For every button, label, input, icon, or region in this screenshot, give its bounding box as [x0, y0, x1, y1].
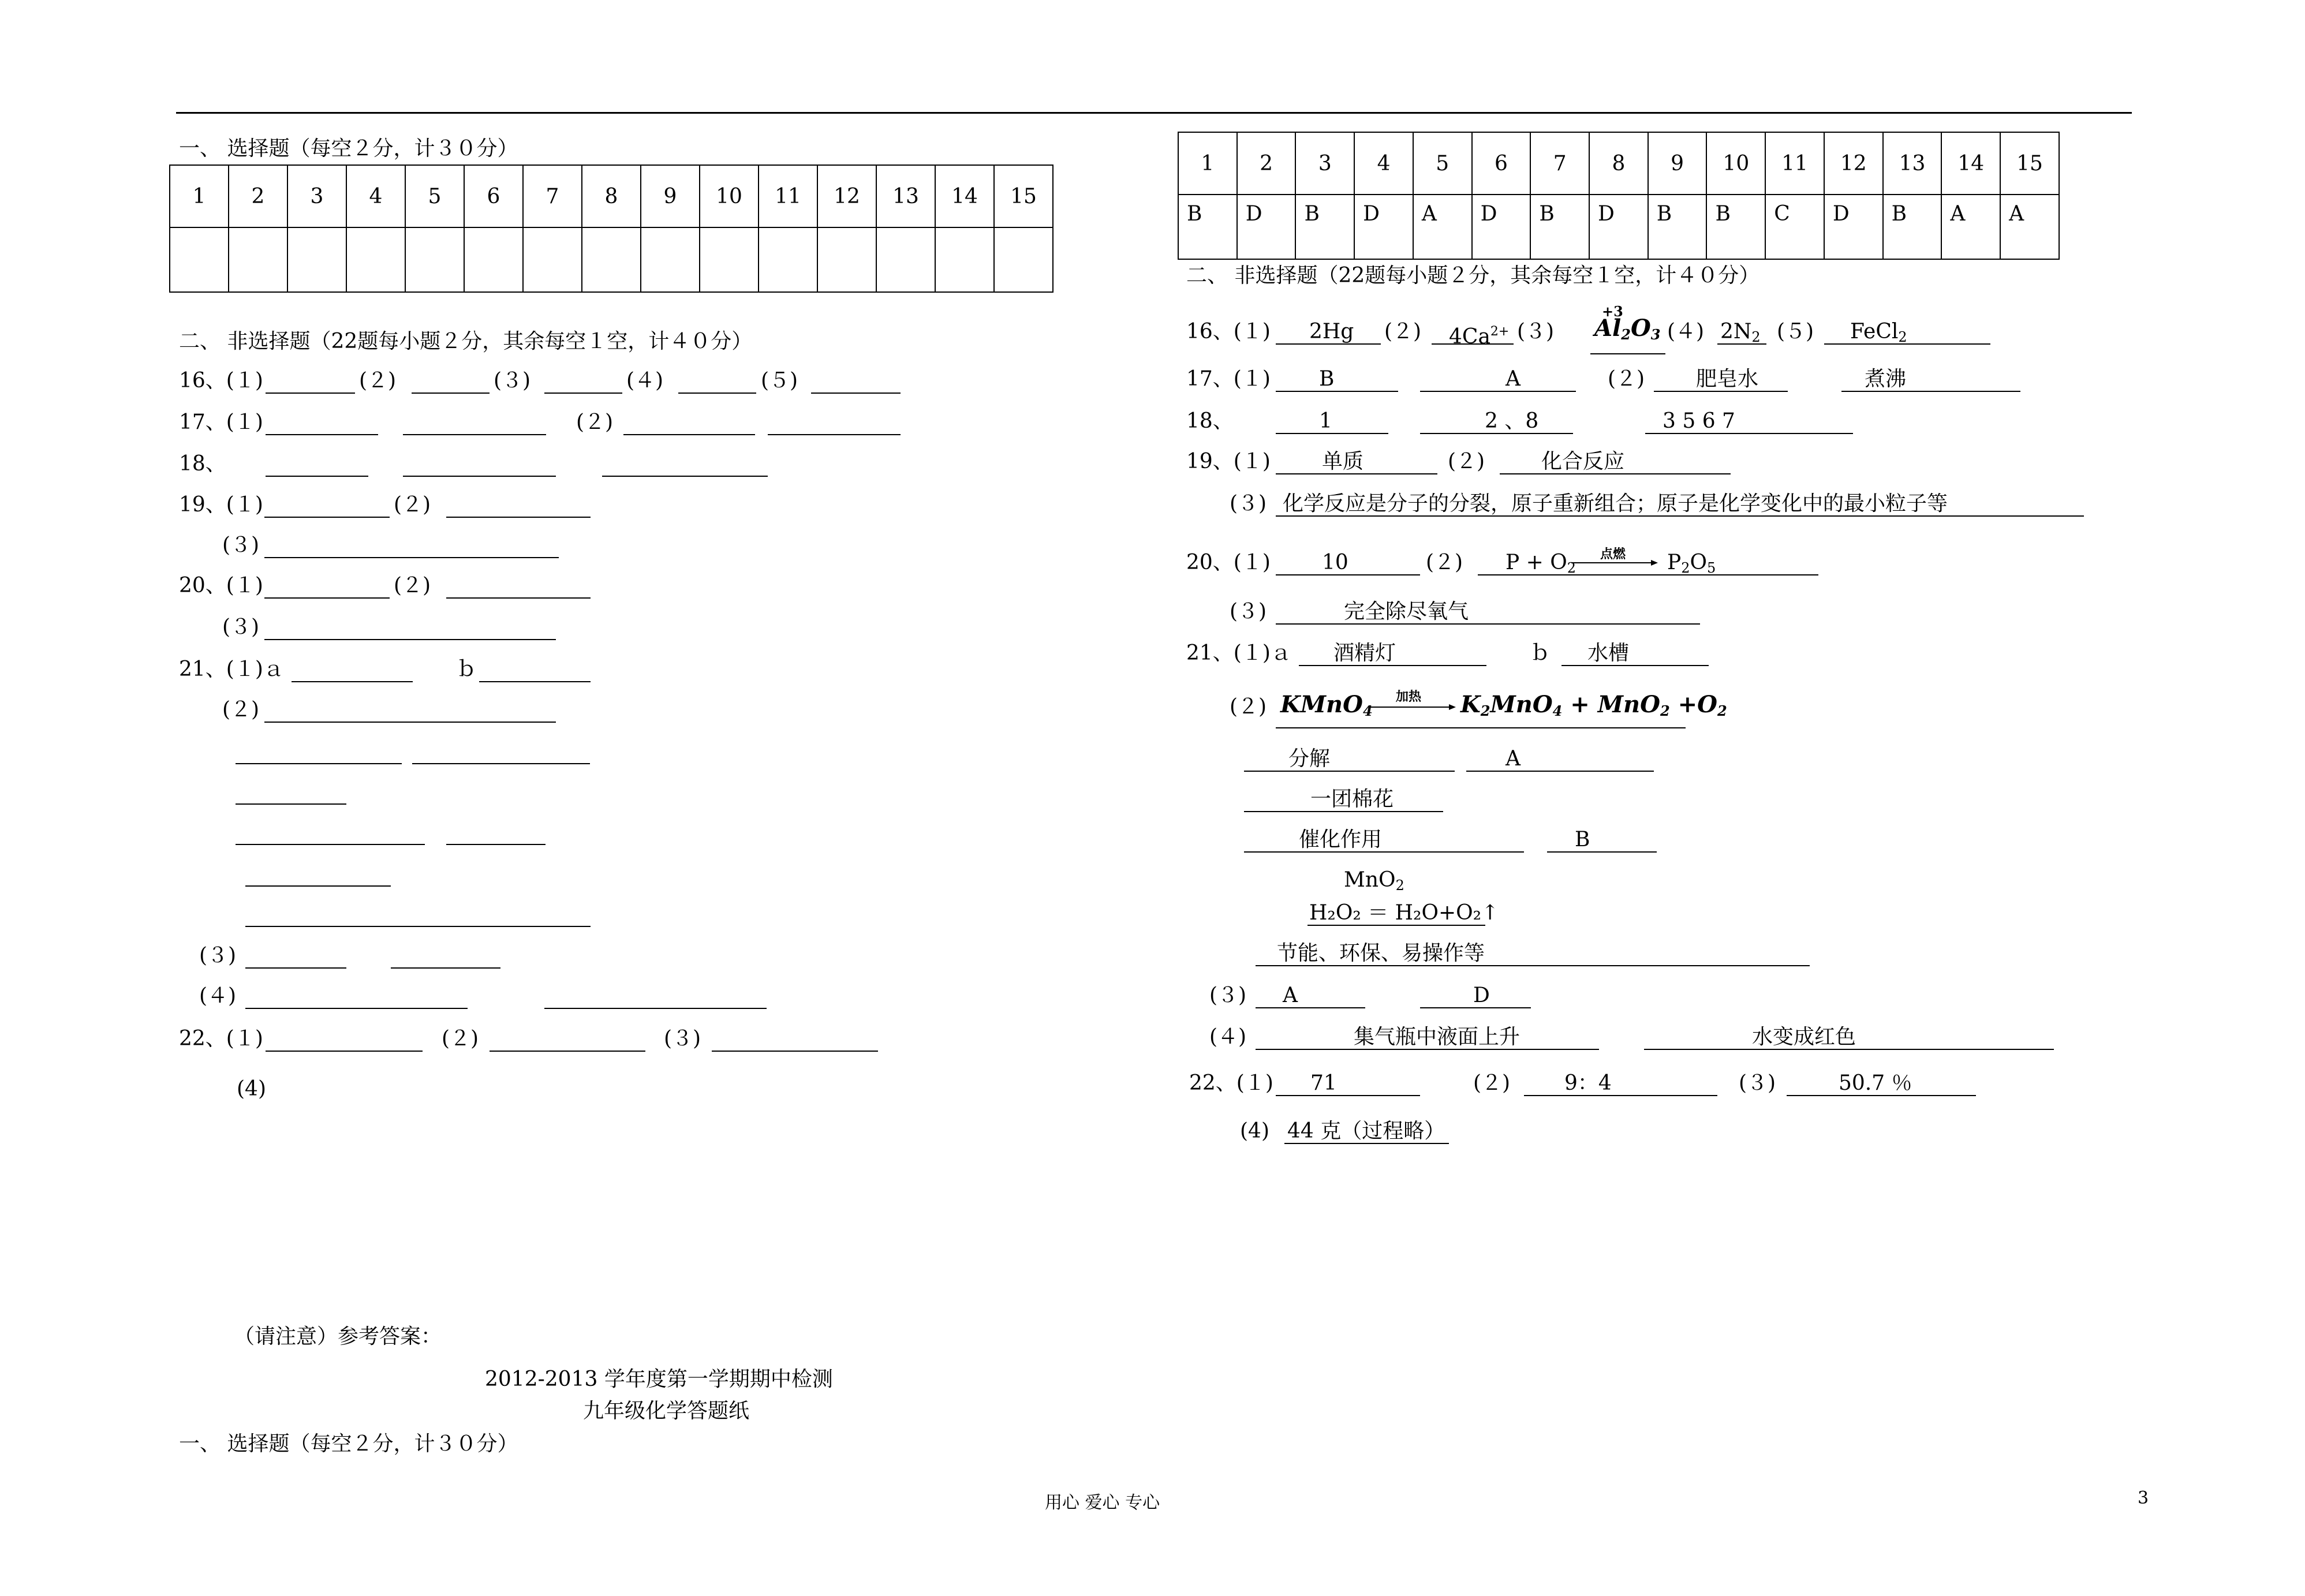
right-q20-label-3: (３) — [1230, 600, 1267, 623]
left-table-answer-11[interactable] — [759, 227, 817, 292]
right-q21-mno2: MnO$_2$ — [1344, 868, 1404, 894]
right-q20-label: 20、(１) — [1186, 551, 1271, 574]
right-q21-ans-B: B — [1575, 828, 1590, 851]
right-q21-line-3b — [1420, 1007, 1531, 1008]
left-table-header-13: 13 — [876, 165, 935, 227]
right-table-answer-13: B — [1883, 195, 1942, 259]
left-table-header-3: 3 — [287, 165, 346, 227]
left-table-header-1: 1 — [170, 165, 229, 227]
left-q20-blank-1[interactable] — [264, 597, 390, 599]
right-table-header-15: 15 — [2000, 132, 2059, 195]
right-q21-line-fenjie — [1244, 771, 1455, 772]
left-q21-label-3: (３) — [199, 944, 237, 967]
right-q21-line-mianhua — [1244, 811, 1443, 812]
right-q16-ans-5: FeCl$_2$ — [1850, 320, 1907, 345]
left-q22-label-1: 22、(１) — [179, 1027, 263, 1051]
right-q21-eq-line — [1276, 727, 1686, 728]
left-q21-label-a: 21、(１)ａ — [179, 657, 284, 681]
left-table-answer-6[interactable] — [464, 227, 523, 292]
left-q21-blank-4a[interactable] — [245, 1008, 468, 1009]
page-number: 3 — [2138, 1488, 2149, 1508]
right-q16-line-1 — [1276, 343, 1381, 345]
right-q21-ans-3a: A — [1283, 984, 1298, 1007]
left-table-header-15: 15 — [994, 165, 1053, 227]
left-q20-blank-3[interactable] — [264, 639, 556, 640]
left-table-header-2: 2 — [229, 165, 287, 227]
left-q19-blank-3[interactable] — [264, 557, 559, 558]
right-table-answer-5: A — [1413, 195, 1472, 259]
left-section2-title: 二、 非选择题（22题每小题２分，其余每空１空，计４０分） — [179, 330, 753, 353]
right-q19-line-1 — [1276, 473, 1437, 474]
left-table-answer-14[interactable] — [935, 227, 994, 292]
left-q21-blank-4b[interactable] — [544, 1008, 767, 1009]
left-table-answer-3[interactable] — [287, 227, 346, 292]
left-q19-blank-1[interactable] — [264, 517, 390, 518]
exam-title-2: 九年级化学答题纸 — [583, 1399, 750, 1423]
left-q19-label-3: (３) — [222, 533, 260, 557]
right-q22-ans-1: 71 — [1310, 1071, 1337, 1095]
right-q20-ans-1: 10 — [1322, 551, 1348, 574]
right-q22-line-4 — [1284, 1143, 1449, 1144]
left-section1-title: 一、 选择题（每空２分，计３０分） — [179, 137, 518, 160]
left-q21-label-4: (４) — [199, 984, 237, 1008]
right-q21-ans-b: 水槽 — [1587, 641, 1630, 665]
left-q16-blank-5[interactable] — [811, 393, 901, 394]
right-table-answer-4: D — [1354, 195, 1413, 259]
right-q21-line-B — [1547, 851, 1657, 853]
right-q16-label-4: (４) — [1667, 320, 1705, 343]
left-table-answer-2[interactable] — [229, 227, 287, 292]
right-q19-line-3 — [1276, 515, 2084, 517]
right-q20-ans-3: 完全除尽氧气 — [1344, 600, 1469, 623]
right-q18-line-1 — [1276, 433, 1388, 434]
right-q21-line-cuihua — [1244, 851, 1524, 853]
right-q18-line-2 — [1420, 433, 1573, 434]
right-q21-ans-fenjie: 分解 — [1288, 747, 1331, 771]
right-q19-label-2: (２) — [1448, 450, 1485, 473]
left-q21-blank-a[interactable] — [292, 681, 413, 682]
footer-motto: 用心 爱心 专心 — [1045, 1493, 1160, 1513]
left-table-answer-12[interactable] — [817, 227, 876, 292]
right-q20-line-2 — [1478, 574, 1818, 575]
right-q22-label-2: (２) — [1473, 1071, 1511, 1095]
left-q16-blank-4[interactable] — [678, 393, 756, 394]
right-table-header-3: 3 — [1295, 132, 1354, 195]
left-q21-label-2: (２) — [222, 698, 260, 722]
left-table-answer-15[interactable] — [994, 227, 1053, 292]
right-table-header-9: 9 — [1648, 132, 1707, 195]
right-q21-ans-mianhua: 一团棉花 — [1310, 787, 1394, 811]
right-q16-ans-2: $4Ca^{2+}$ — [1449, 324, 1510, 349]
left-q17-blank-1[interactable] — [266, 434, 378, 435]
right-q20-ans-2-left: $P + O_2$ — [1505, 551, 1576, 576]
right-q20-arrow-icon — [1571, 559, 1658, 567]
left-q21-blank-2e[interactable] — [236, 844, 425, 845]
left-table-answer-8[interactable] — [582, 227, 641, 292]
left-q21-blank-2b[interactable] — [236, 763, 402, 764]
right-q21-ans-4a: 集气瓶中液面上升 — [1354, 1025, 1521, 1049]
right-table-answer-2: D — [1237, 195, 1296, 259]
right-q18-ans-3: 3 5 6 7 — [1663, 409, 1735, 433]
right-q19-ans-3: 化学反应是分子的分裂，原子重新组合；原子是化学变化中的最小粒子等 — [1283, 492, 1948, 515]
right-table-header-5: 5 — [1413, 132, 1472, 195]
right-q17-line-3 — [1654, 391, 1788, 392]
right-q16-ans-4: $2N_2$ — [1720, 320, 1761, 345]
left-q18-blank-2[interactable] — [403, 476, 556, 477]
top-rule — [176, 112, 2132, 114]
right-table-header-8: 8 — [1589, 132, 1648, 195]
right-section2-title: 二、 非选择题（22题每小题２分，其余每空１空，计４０分） — [1186, 264, 1760, 287]
right-table-header-2: 2 — [1237, 132, 1296, 195]
left-table-answer-4[interactable] — [346, 227, 405, 292]
right-q22-ans-4: 44 克（过程略） — [1287, 1119, 1445, 1143]
right-q21-line-A — [1466, 771, 1654, 772]
left-q19-blank-2[interactable] — [446, 517, 591, 518]
left-q16-blank-2[interactable] — [412, 393, 490, 394]
right-q21-ans-a: 酒精灯 — [1333, 641, 1396, 665]
right-q17-ans-4: 煮沸 — [1865, 367, 1907, 391]
right-q21-ans-A: A — [1505, 747, 1521, 771]
right-q16-line-5 — [1824, 343, 1990, 345]
right-q21-eq-arrow-icon — [1369, 703, 1456, 711]
left-q16-label-3: (３) — [494, 369, 531, 393]
left-choice-table — [169, 165, 1053, 293]
right-q20-label-2: (２) — [1426, 551, 1463, 574]
left-table-header-11: 11 — [759, 165, 817, 227]
left-q21-blank-2[interactable] — [264, 722, 556, 723]
right-q17-label-2: (２) — [1608, 367, 1645, 391]
right-q21-eq-condition: 加热 — [1396, 689, 1422, 704]
right-q21-line-h2o2 — [1307, 925, 1485, 926]
right-q16-ans-3: $Al_2O_3$ — [1594, 315, 1661, 343]
right-table-header-6: 6 — [1472, 132, 1531, 195]
left-q16-label-4: (４) — [626, 369, 664, 393]
right-table-header-14: 14 — [1941, 132, 2000, 195]
left-q16-label-1: 16、(１) — [179, 369, 263, 393]
left-q22-label-3: (３) — [664, 1027, 701, 1051]
left-q16-label-2: (２) — [359, 369, 397, 393]
left-q22-blank-1[interactable] — [266, 1051, 423, 1052]
left-q21-blank-2c[interactable] — [412, 763, 590, 764]
answer-note: （请注意）参考答案： — [234, 1325, 442, 1348]
right-q21-ans-jieneng: 节能、环保、易操作等 — [1277, 941, 1485, 965]
left-table-answer-7[interactable] — [523, 227, 582, 292]
right-q21-line-4a — [1256, 1049, 1599, 1050]
left-q17-blank-2[interactable] — [403, 434, 546, 435]
right-q16-charge: +3 — [1602, 303, 1623, 320]
right-q16-label: 16、(１) — [1186, 320, 1271, 343]
left-q21-blank-b[interactable] — [479, 681, 591, 682]
left-q16-label-5: (５) — [761, 369, 798, 393]
left-q17-label-2: (２) — [576, 410, 614, 434]
right-q16-ans-1: 2Hg — [1309, 320, 1354, 343]
right-q16-line-3 — [1590, 353, 1665, 354]
right-q16-line-4 — [1717, 343, 1766, 345]
left-table-answer-9[interactable] — [641, 227, 700, 292]
left-q21-blank-3a[interactable] — [245, 967, 346, 969]
left-q21-blank-2h[interactable] — [245, 926, 591, 927]
right-q22-label: 22、(１) — [1189, 1071, 1273, 1095]
right-table-answer-8: D — [1589, 195, 1648, 259]
right-q19-label-3: (３) — [1230, 492, 1267, 515]
left-q21-blank-2f[interactable] — [446, 844, 546, 845]
right-q22-ans-3: 50.7 ％ — [1839, 1071, 1912, 1095]
right-q21-line-jieneng — [1256, 965, 1810, 966]
left-q19-label-1: 19、(１) — [179, 493, 263, 517]
right-q21-label-4: (４) — [1209, 1025, 1247, 1049]
right-q21-h2o2-eq: H₂O₂ ＝ H₂O+O₂↑ — [1309, 901, 1499, 925]
right-table-answer-6: D — [1472, 195, 1531, 259]
right-q22-ans-2: 9：4 — [1564, 1071, 1612, 1095]
right-q21-line-a — [1299, 665, 1486, 666]
right-q21-ans-4b: 水变成红色 — [1752, 1025, 1856, 1049]
right-q18-label: 18、 — [1186, 409, 1234, 433]
right-q21-line-b — [1561, 665, 1709, 666]
right-q20-line-3 — [1276, 623, 1700, 625]
left-q21-blank-2g[interactable] — [245, 885, 391, 887]
right-q18-ans-2: 2 、8 — [1485, 409, 1539, 433]
left-table-answer-10[interactable] — [700, 227, 759, 292]
right-table-header-7: 7 — [1530, 132, 1589, 195]
left-table-header-10: 10 — [700, 165, 759, 227]
right-q17-label: 17、(１) — [1186, 367, 1271, 391]
right-table-answer-9: B — [1648, 195, 1707, 259]
left-q22-blank-2[interactable] — [490, 1051, 645, 1052]
left-table-header-9: 9 — [641, 165, 700, 227]
right-answer-table — [1178, 132, 2060, 260]
right-table-header-4: 4 — [1354, 132, 1413, 195]
right-q20-condition: 点燃 — [1600, 547, 1626, 562]
left-q17-label-1: 17、(１) — [179, 410, 263, 434]
bottom-section1-title: 一、 选择题（每空２分，计３０分） — [179, 1432, 518, 1456]
left-q17-blank-4[interactable] — [768, 434, 901, 435]
right-q22-label-3: (３) — [1739, 1071, 1776, 1095]
right-q18-ans-1: 1 — [1319, 409, 1332, 433]
right-table-answer-1: B — [1178, 195, 1237, 259]
right-table-answer-14: A — [1941, 195, 2000, 259]
right-q21-ans-3b: D — [1473, 984, 1490, 1007]
left-q20-label-1: 20、(１) — [179, 574, 263, 597]
right-q17-ans-1: B — [1319, 367, 1335, 391]
right-q21-eq-left: KMnO$_4$ — [1280, 691, 1373, 719]
right-q20-line-1 — [1276, 574, 1420, 575]
left-q20-label-3: (３) — [222, 615, 260, 639]
left-table-answer-5[interactable] — [405, 227, 464, 292]
left-q19-label-2: (２) — [394, 493, 431, 517]
right-q18-line-3 — [1645, 433, 1853, 434]
right-q22-line-3 — [1787, 1095, 1976, 1096]
right-q20-ans-2-right: $P_2O_5$ — [1667, 551, 1716, 576]
right-q17-ans-3: 肥皂水 — [1696, 367, 1759, 391]
left-q16-blank-1[interactable] — [266, 393, 355, 394]
left-q21-label-b: ｂ — [456, 657, 477, 681]
right-q16-line-2 — [1432, 343, 1514, 345]
right-table-answer-12: D — [1824, 195, 1883, 259]
right-table-header-11: 11 — [1765, 132, 1824, 195]
right-table-answer-11: C — [1765, 195, 1824, 259]
left-q20-label-2: (２) — [394, 574, 431, 597]
left-q18-blank-1[interactable] — [266, 476, 368, 477]
left-q22-label-2: (２) — [442, 1027, 479, 1051]
left-table-header-5: 5 — [405, 165, 464, 227]
right-table-answer-10: B — [1706, 195, 1765, 259]
left-table-header-7: 7 — [523, 165, 582, 227]
left-q17-blank-3[interactable] — [623, 434, 755, 435]
left-table-header-14: 14 — [935, 165, 994, 227]
right-q17-line-4 — [1841, 391, 2020, 392]
right-q22-line-1 — [1276, 1095, 1420, 1096]
right-q21-ans-cuihua: 催化作用 — [1299, 828, 1383, 851]
right-q19-label: 19、(１) — [1186, 450, 1271, 473]
right-q16-label-2: (２) — [1384, 320, 1422, 343]
left-q21-blank-2d[interactable] — [236, 803, 346, 805]
right-q21-eq-right: $K_2MnO_4 + MnO_2 +O_2$ — [1460, 691, 1727, 719]
right-q16-label-3: (３) — [1517, 320, 1555, 343]
right-table-header-12: 12 — [1824, 132, 1883, 195]
right-table-header-10: 10 — [1706, 132, 1765, 195]
right-q22-line-2 — [1524, 1095, 1717, 1096]
left-table-header-8: 8 — [582, 165, 641, 227]
left-q18-blank-3[interactable] — [602, 476, 768, 477]
right-q21-line-4b — [1644, 1049, 2054, 1050]
left-table-header-12: 12 — [817, 165, 876, 227]
right-q21-label-2: (２) — [1230, 695, 1267, 719]
exam-title-1: 2012-2013 学年度第一学期期中检测 — [485, 1367, 833, 1391]
right-table-answer-3: B — [1295, 195, 1354, 259]
right-q21-label: 21、(１)ａ — [1186, 641, 1291, 665]
left-table-answer-13[interactable] — [876, 227, 935, 292]
right-q17-line-1 — [1276, 391, 1398, 392]
left-q20-blank-2[interactable] — [446, 597, 591, 599]
right-table-answer-7: B — [1530, 195, 1589, 259]
right-q21-line-3a — [1256, 1007, 1365, 1008]
right-table-header-13: 13 — [1883, 132, 1942, 195]
right-q19-ans-1: 单质 — [1322, 450, 1364, 473]
left-q16-blank-3[interactable] — [544, 393, 622, 394]
left-table-answer-1[interactable] — [170, 227, 229, 292]
left-q22-label-4: (4) — [237, 1077, 266, 1101]
right-q22-label-4: (4) — [1240, 1119, 1269, 1143]
left-q22-blank-3[interactable] — [712, 1051, 878, 1052]
right-q17-line-2 — [1420, 391, 1576, 392]
right-q16-label-5: (５) — [1777, 320, 1814, 343]
right-q19-ans-2: 化合反应 — [1541, 450, 1625, 473]
right-q21-label-b: ｂ — [1530, 641, 1551, 665]
right-table-header-1: 1 — [1178, 132, 1237, 195]
right-q19-line-2 — [1500, 473, 1731, 474]
left-table-header-4: 4 — [346, 165, 405, 227]
left-q18-label: 18、 — [179, 452, 226, 476]
right-q21-label-3: (３) — [1209, 984, 1247, 1007]
right-table-answer-15: A — [2000, 195, 2059, 259]
right-q17-ans-2: A — [1505, 367, 1521, 391]
left-table-header-6: 6 — [464, 165, 523, 227]
left-q21-blank-3b[interactable] — [391, 967, 500, 969]
